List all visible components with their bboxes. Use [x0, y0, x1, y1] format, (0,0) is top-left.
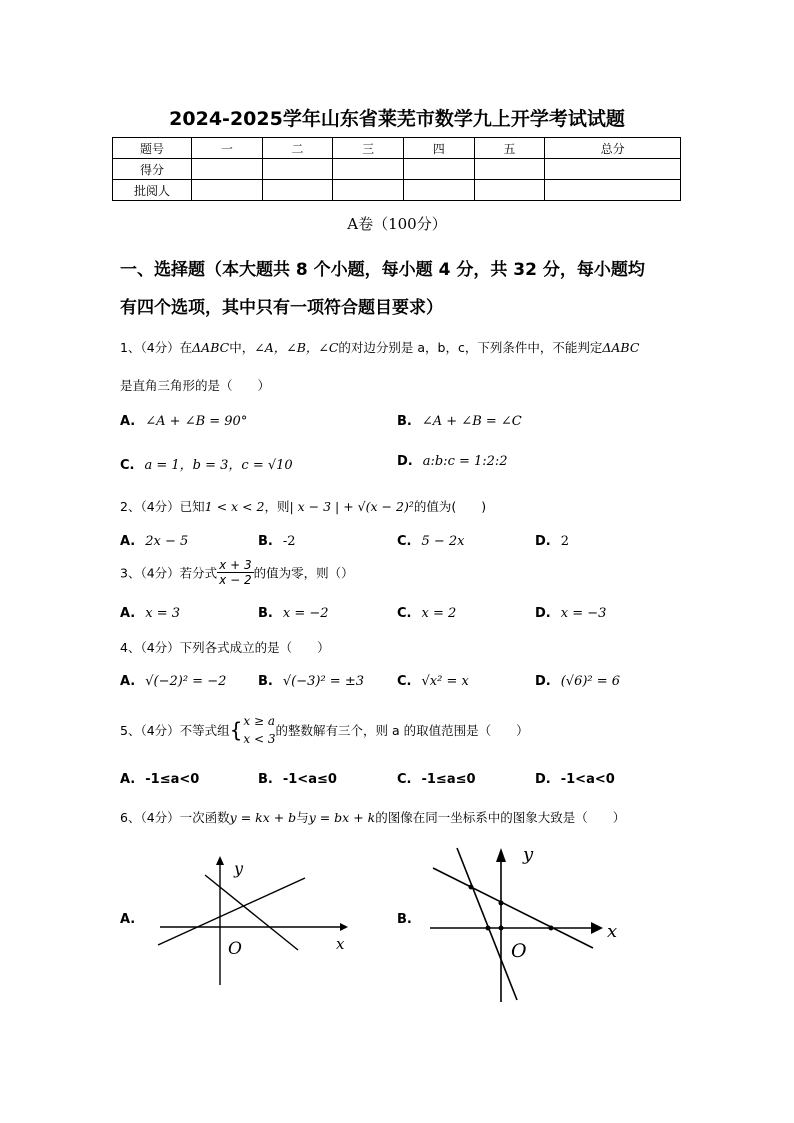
exam-title: 2024-2025学年山东省莱芜市数学九上开学考试试题 — [169, 108, 625, 130]
score-cell — [403, 180, 474, 201]
score-cell — [403, 159, 474, 180]
q4-option-b[interactable]: B. √(−3)² = ±3 — [258, 674, 364, 689]
q1-option-c[interactable]: C. a = 1，b = 3，c = √10 — [120, 458, 293, 473]
x-axis-arrow-icon — [340, 923, 348, 931]
graph-line — [457, 848, 517, 1000]
score-table — [112, 137, 681, 201]
score-header-cell: 四 — [403, 138, 474, 159]
q4-option-a[interactable]: A. √(−2)² = −2 — [120, 674, 227, 689]
graph-line — [433, 868, 593, 948]
score-table-header-row — [113, 138, 681, 159]
q3-option-b[interactable]: B. x = −2 — [258, 606, 329, 621]
y-axis-label: y — [234, 859, 244, 878]
q5-option-c[interactable]: C. -1≤a≤0 — [397, 772, 476, 787]
score-cell — [333, 159, 404, 180]
score-header-cell: 五 — [474, 138, 545, 159]
intersection-point — [486, 926, 491, 931]
y-axis-label: y — [523, 844, 534, 865]
x-axis-label: x — [607, 921, 618, 942]
graph-line — [158, 878, 305, 945]
question-4: 4、（4分）下列各式成立的是（ ） — [120, 640, 330, 655]
score-row-label: 批阅人 — [113, 180, 192, 201]
q3-option-d[interactable]: D. x = −3 — [535, 606, 607, 621]
intersection-point — [499, 926, 504, 931]
question-6: 6、（4分）一次函数y = kx + b与y = bx + k的图像在同一坐标系中的图象大致是（ ） — [120, 810, 626, 825]
score-table-row — [113, 180, 681, 201]
q6-graph-b[interactable] — [425, 840, 635, 1005]
question-3: 3、（4分）若分式 $\frac{x + 3}{x - 2}$ 的值为零，则（） — [120, 558, 354, 587]
score-header-cell: 三 — [333, 138, 404, 159]
score-cell — [545, 180, 681, 201]
brace-icon: { — [229, 718, 243, 742]
score-header-cell: 总分 — [545, 138, 681, 159]
origin-label: O — [511, 940, 527, 962]
q2-option-a[interactable]: A. 2x − 5 — [120, 534, 189, 549]
score-header-cell: 二 — [262, 138, 333, 159]
q1-option-a[interactable]: A. ∠A + ∠B = 90° — [120, 414, 248, 429]
score-cell — [192, 159, 263, 180]
q2-option-b[interactable]: B. -2 — [258, 534, 296, 549]
q2-option-d[interactable]: D. 2 — [535, 534, 570, 549]
question-2: 2、（4分）已知1 < x < 2，则| x − 3 | + √(x − 2)²的值为( ) — [120, 499, 487, 514]
question-5: 5、（4分）不等式组{ x ≥ a x < 3 的整数解有三个，则 a 的取值范围是（ ） — [120, 714, 529, 746]
score-cell — [333, 180, 404, 201]
x-axis-arrow-icon — [591, 922, 603, 934]
graph-line — [205, 875, 298, 950]
score-row-label: 得分 — [113, 159, 192, 180]
intersection-point — [469, 885, 474, 890]
score-cell — [474, 180, 545, 201]
intersection-point — [499, 901, 504, 906]
intersection-point — [549, 926, 554, 931]
part1-heading: 一、选择题（本大题共 8 个小题，每小题 4 分，共 32 分，每小题均 — [120, 260, 645, 280]
q5-option-b[interactable]: B. -1<a≤0 — [258, 772, 337, 787]
q6-graph-a[interactable] — [150, 850, 360, 990]
q5-option-a[interactable]: A. -1≤a<0 — [120, 772, 200, 787]
y-axis-arrow-icon — [216, 856, 224, 865]
section-a-title: A卷（100分） — [347, 215, 447, 233]
fraction: $\frac{x + 3}{x - 2}$ — [219, 558, 252, 587]
score-table-row — [113, 159, 681, 180]
q4-option-d[interactable]: D. (√6)² = 6 — [535, 674, 621, 689]
q3-option-a[interactable]: A. x = 3 — [120, 606, 181, 621]
score-cell — [474, 159, 545, 180]
score-header-cell: 一 — [192, 138, 263, 159]
q4-option-c[interactable]: C. √x² = x — [397, 674, 469, 689]
q2-option-c[interactable]: C. 5 − 2x — [397, 534, 465, 549]
q6-option-b-label[interactable]: B. — [397, 912, 412, 927]
origin-label: O — [228, 939, 242, 959]
question-1: 1、（4分）在ΔABC中，∠A，∠B，∠C的对边分别是 a，b，c，下列条件中，不能判定ΔABC — [120, 340, 640, 355]
score-cell — [262, 180, 333, 201]
q5-option-d[interactable]: D. -1<a<0 — [535, 772, 615, 787]
y-axis-arrow-icon — [496, 848, 506, 862]
question-1-line2: 是直角三角形的是（ ） — [120, 378, 271, 393]
q6-option-a-label[interactable]: A. — [120, 912, 136, 927]
score-cell — [262, 159, 333, 180]
score-cell — [192, 180, 263, 201]
q1-option-d[interactable]: D. a:b:c = 1:2:2 — [397, 454, 508, 469]
q1-option-b[interactable]: B. ∠A + ∠B = ∠C — [397, 414, 522, 429]
part1-heading: 有四个选项，其中只有一项符合题目要求） — [120, 298, 443, 318]
score-cell — [545, 159, 681, 180]
x-axis-label: x — [336, 935, 345, 953]
q3-option-c[interactable]: C. x = 2 — [397, 606, 457, 621]
score-header-cell: 题号 — [113, 138, 192, 159]
